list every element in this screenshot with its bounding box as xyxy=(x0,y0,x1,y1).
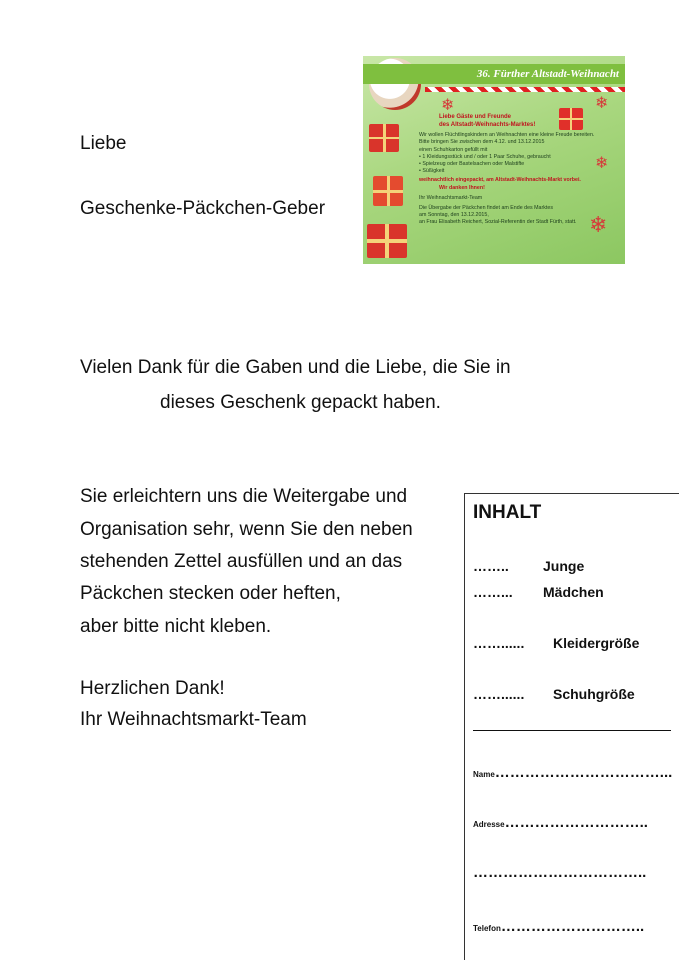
flyer-line: weihnachtlich eingepackt, am Altstadt-Weihnachts-Markt vorbei. xyxy=(419,177,581,184)
schuh-label: Schuhgröße xyxy=(553,686,635,702)
adresse-extra-field[interactable] xyxy=(473,864,646,882)
schuhgroesse-row[interactable] xyxy=(473,686,635,702)
gift-icon xyxy=(367,224,407,258)
flyer-banner: 36. Fürther Altstadt-Weihnacht xyxy=(363,64,625,84)
flyer-body xyxy=(419,114,619,226)
flyer-line: Bitte bringen Sie zwischen dem 4.12. und 13.12.2015 xyxy=(419,139,545,146)
gift-icon xyxy=(373,176,403,206)
flyer-line: Die Übergabe der Päckchen findet am Ende des Marktes xyxy=(419,204,553,211)
kleider-label: Kleidergröße xyxy=(553,635,640,651)
schuh-dots: ……...... xyxy=(473,686,525,702)
flyer-line: • Spielzeug oder Bastelsachen oder Malstifte xyxy=(419,161,525,167)
snowflake-icon: ❄ xyxy=(595,95,609,112)
divider-line xyxy=(473,730,671,731)
flyer-line: • 1 Kleidungsstück und / oder 1 Paar Schuhe, gebraucht xyxy=(419,153,551,160)
telefon-label: Telefon xyxy=(473,924,501,933)
flyer-line: Wir wollen Flüchtlingskindern an Weihnachten eine kleine Freude bereiten. xyxy=(419,132,595,139)
request-line: Sie erleichtern uns die Weitergabe und xyxy=(80,486,408,507)
candy-stripe xyxy=(425,87,625,92)
flyer-line: des Altstadt-Weihnachts-Marktes! xyxy=(439,121,536,128)
name-label: Name xyxy=(473,770,495,779)
inhalt-title: INHALT xyxy=(473,502,542,523)
request-line: Päckchen stecken oder heften, xyxy=(80,583,341,604)
name-dots: ……………………………... xyxy=(494,764,673,781)
extra-dots: …………………………….. xyxy=(473,864,647,881)
closing-line-2: Ihr Weihnachtsmarkt-Team xyxy=(80,709,307,730)
greeting-line-2: Geschenke-Päckchen-Geber xyxy=(80,198,326,219)
thanks-line-1: Vielen Dank für die Gaben und die Liebe, die Sie in xyxy=(80,357,511,378)
telefon-dots: ……………………….. xyxy=(500,918,645,935)
snowflake-icon: ❄ xyxy=(441,97,455,114)
gift-icon xyxy=(369,124,399,152)
adresse-label: Adresse xyxy=(473,820,505,829)
flyer-line: einen Schuhkarton gefüllt mit xyxy=(419,146,488,153)
greeting-line-1: Liebe xyxy=(80,133,127,154)
flyer-line: an Frau Elisabeth Reichert, Sozial-Referentin der Stadt Fürth, statt. xyxy=(419,219,577,226)
christmas-market-flyer xyxy=(363,56,625,264)
maedchen-row[interactable] xyxy=(473,584,604,600)
maedchen-dots: ……... xyxy=(473,584,513,600)
kleidergroesse-row[interactable] xyxy=(473,635,639,651)
request-line: stehenden Zettel ausfüllen und an das xyxy=(80,551,403,572)
maedchen-label: Mädchen xyxy=(543,584,604,600)
name-field[interactable] xyxy=(473,764,672,782)
inhalt-form xyxy=(464,493,679,960)
adresse-dots: ……………………….. xyxy=(504,814,648,831)
thanks-line-2: dieses Geschenk gepackt haben. xyxy=(160,392,441,413)
telefon-field[interactable] xyxy=(473,918,644,936)
junge-label: Junge xyxy=(543,558,585,574)
snowflake-icon: ❄ xyxy=(589,212,608,237)
flyer-line: Wir danken Ihnen! xyxy=(439,185,485,191)
request-line: aber bitte nicht kleben. xyxy=(80,616,272,637)
adresse-field[interactable] xyxy=(473,814,648,832)
kleider-dots: ……...... xyxy=(473,635,525,651)
junge-dots: …….. xyxy=(473,558,509,574)
flyer-line: Ihr Weihnachtsmarkt-Team xyxy=(419,194,483,201)
flyer-line: am Sonntag, den 13.12.2015, xyxy=(419,212,489,218)
flyer-line: Liebe Gäste und Freunde xyxy=(439,114,512,120)
flyer-line: • Süßigkeit xyxy=(419,168,445,175)
snowflake-icon: ❄ xyxy=(595,155,609,172)
request-line: Organisation sehr, wenn Sie den neben xyxy=(80,519,413,540)
junge-row[interactable] xyxy=(473,558,584,574)
closing-line-1: Herzlichen Dank! xyxy=(80,678,225,699)
